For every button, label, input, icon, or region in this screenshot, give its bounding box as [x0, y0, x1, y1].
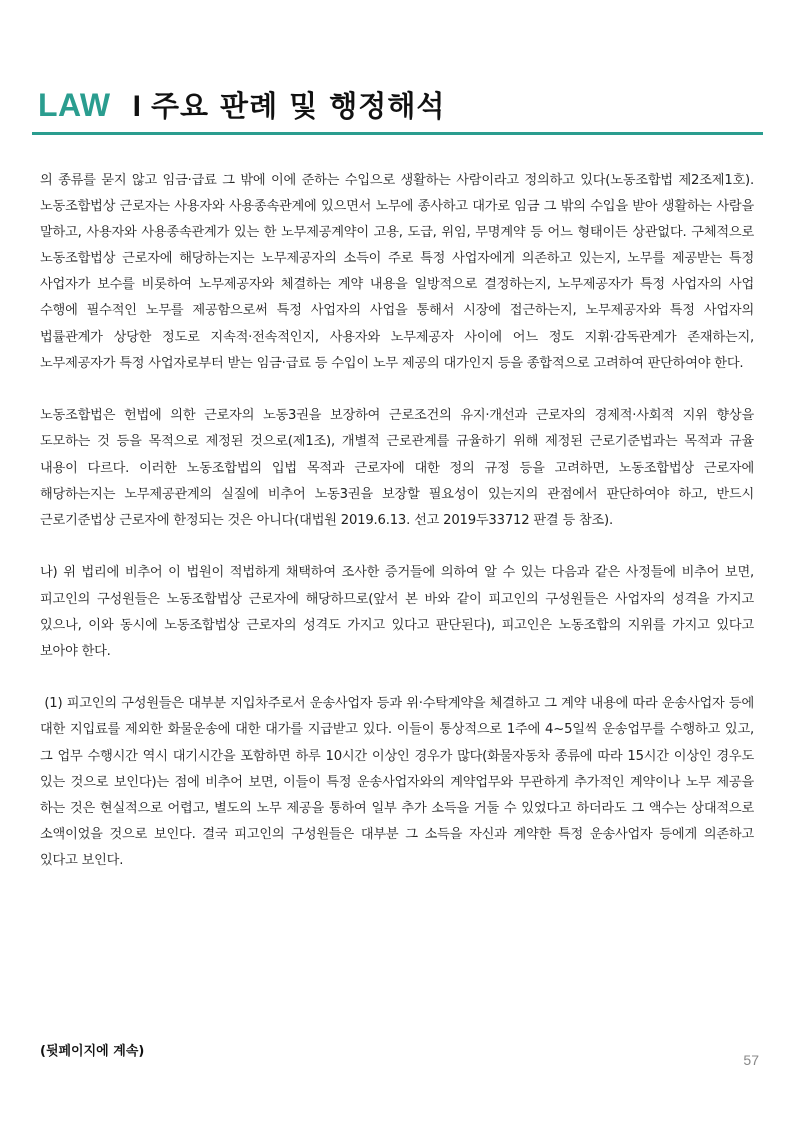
section-label: LAW — [38, 87, 111, 123]
header-separator: I — [132, 90, 141, 123]
page-title: 주요 판례 및 행정해석 — [150, 89, 446, 123]
page-number: 57 — [743, 1052, 759, 1068]
body-paragraph: (1) 피고인의 구성원들은 대부분 지입차주로서 운송사업자 등과 위·수탁계약을 체결하고 그 계약 내용에 따라 운송사업자 등에 대한 지입료를 제외한 화물운송에 대한 대가를 지급받고 있다. 이들이 통상적으로 1주에 4~5일씩 운송업무를 수행하고 있고, 그 업무 수행시간 역시 대기시간을 포함하면 하루 10시간 이상인 경우가 많다(화물자동차 종류에 따라 15시간 이상인 경우도 있는 것으로 보인다)는 점에 비추어 보면, 이들이 특정 운송사업자와의 계약업무와 무관하게 추가적인 계약이나 노무 제공을 하는 것은 현실적으로 어렵고, 별도의 노무 제공을 통하여 일부 추가 소득을 거둘 수 있었다고 하더라도 그 액수는 상대적으로 소액이었을 것으로 보인다. 결국 피고인의 구성원들은 대부분 그 소득을 자신과 계약한 특정 운송사업자 등에게 의존하고 있다고 보인다. — [40, 696, 758, 868]
continued-note: (뒷페이지에 계속) — [40, 1044, 145, 1059]
body-paragraph: 의 종류를 묻지 않고 임금·급료 그 밖에 이에 준하는 수입으로 생활하는 사람이라고 정의하고 있다(노동조합법 제2조제1호). 노동조합법상 근로자는 사용자와 사용종속관계에 있으면서 노무에 종사하고 대가로 임금 그 밖의 수입을 받아 생활하는 사람을 말하고, 사용자와 사용종속관계가 있는 한 노무제공계약이 고용, 도급, 위임, 무명계약 등 어느 형태이든 상관없다. 구체적으로 노동조합법상 근로자에 해당하는지는 노무제공자의 소득이 주로 특정 사업자에게 의존하고 있는지, 노무를 제공받는 특정 사업자가 보수를 비롯하여 노무제공자와 체결하는 계약 내용을 일방적으로 결정하는지, 노무제공자가 특정 사업자의 사업 수행에 필수적인 노무를 제공함으로써 특정 사업자의 사업을 통해서 시장에 접근하는지, 노무제공자와 특정 사업자의 법률관계가 상당한 정도로 지속적·전속적인지, 사용자와 노무제공자 사이에 어느 정도 지휘·감독관계가 존재하는지, 노무제공자가 특정 사업자로부터 받는 임금·급료 등 수입이 노무 제공의 대가인지 등을 종합적으로 고려하여 판단하여야 한다. — [40, 173, 754, 371]
header-divider — [32, 132, 763, 135]
body-paragraph: 나) 위 법리에 비추어 이 법원이 적법하게 채택하여 조사한 증거들에 의하여 알 수 있는 다음과 같은 사정들에 비추어 보면, 피고인의 구성원들은 노동조합법상 근로자에 해당하므로(앞서 본 바와 같이 피고인의 구성원들은 사업자의 성격을 가지고 있으나, 이와 동시에 노동조합법상 근로자의 성격도 가지고 있다고 판단된다), 피고인은 노동조합의 지위를 가지고 있다고 보아야 한다. — [40, 565, 754, 659]
page-header — [38, 84, 445, 132]
document-body — [40, 168, 758, 901]
body-paragraph: 노동조합법은 헌법에 의한 근로자의 노동3권을 보장하여 근로조건의 유지·개선과 근로자의 경제적·사회적 지위 향상을 도모하는 것 등을 목적으로 제정된 것으로(제1조), 개별적 근로관계를 규율하기 위해 제정된 근로기준법과는 목적과 규율 내용이 다르다. 이러한 노동조합법의 입법 목적과 근로자에 대한 정의 규정 등을 고려하면, 노동조합법상 근로자에 해당하는지는 노무제공관계의 실질에 비추어 노동3권을 보장할 필요성이 있는지의 관점에서 판단하여야 하고, 반드시 근로기준법상 근로자에 한정되는 것은 아니다(대법원 2019.6.13. 선고 2019두33712 판결 등 참조). — [40, 408, 754, 528]
